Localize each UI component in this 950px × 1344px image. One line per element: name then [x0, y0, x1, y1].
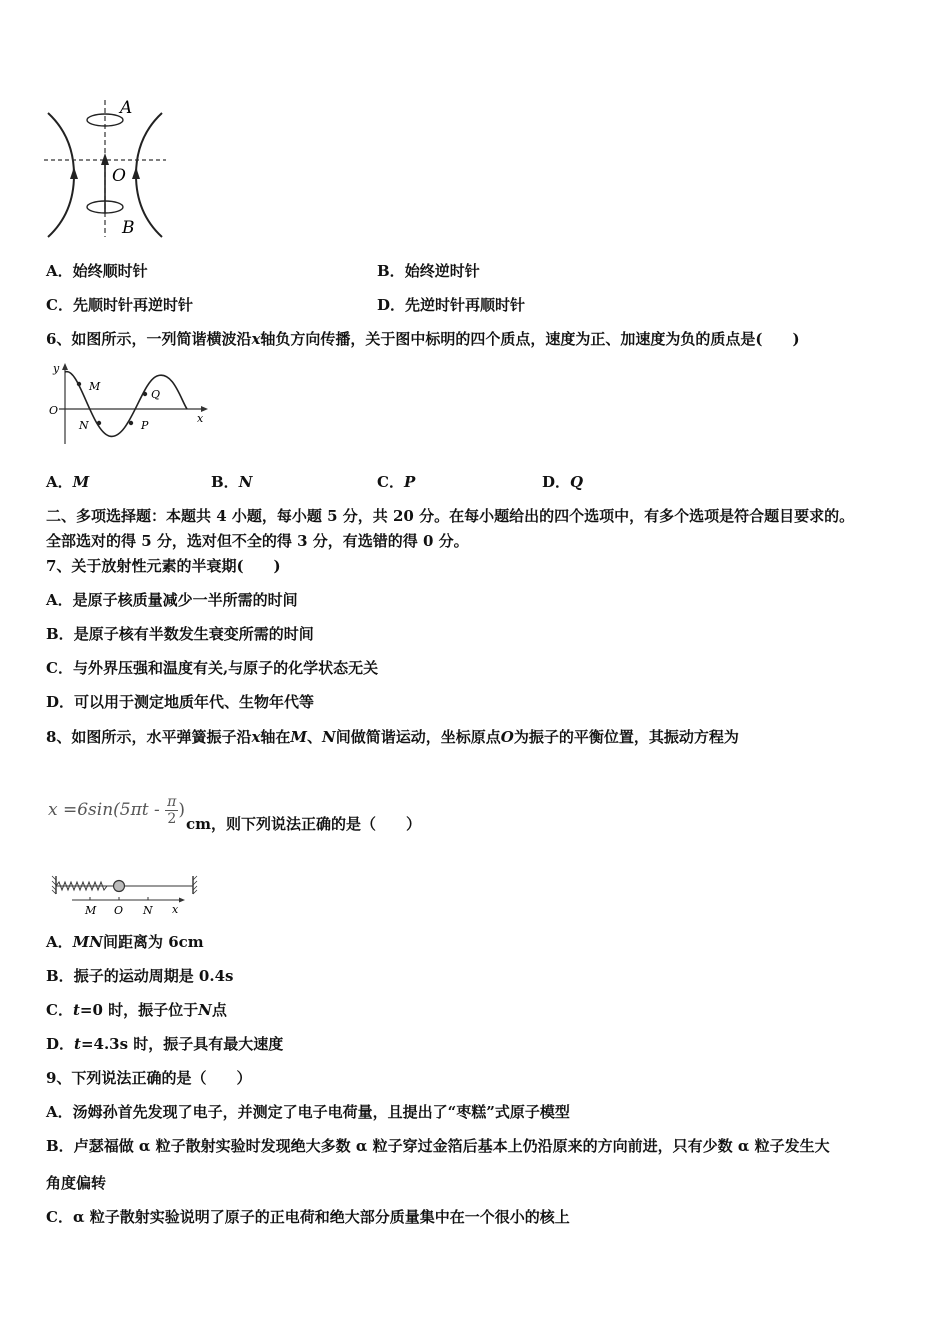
q6-option-b[interactable]: B．N — [211, 473, 253, 491]
label-p: P — [141, 419, 149, 432]
q8-stem: 8、如图所示，水平弹簧振子沿x轴在M、N间做简谐运动，坐标原点O为振子的平衡位置，其振动方程为 — [46, 728, 739, 746]
q8-option-b[interactable]: B．振子的运动周期是 0.4s — [46, 967, 234, 985]
center-arrowhead — [101, 153, 109, 165]
left-arrowhead — [70, 167, 78, 179]
q9-option-a[interactable]: A．汤姆孙首先发现了电子，并测定了电子电荷量，且提出了“枣糕”式原子模型 — [46, 1103, 570, 1121]
q9-option-b[interactable]: B．卢瑟福做 α 粒子散射实验时发现绝大多数 α 粒子穿过金箔后基本上仍沿原来的方向前进，只有少数 α 粒子发生大 — [46, 1137, 830, 1155]
right-arrowhead — [132, 167, 140, 179]
label-origin: O — [49, 404, 59, 417]
section2-line1: 二、多项选择题：本题共 4 小题，每小题 5 分，共 20 分。在每小题给出的四个选项中，有多个选项是符合题目要求的。 — [46, 507, 855, 525]
q6-option-c[interactable]: C．P — [377, 473, 416, 491]
label-q: Q — [151, 388, 161, 401]
q6-option-a[interactable]: A．M — [46, 473, 90, 491]
q8-equation: x =6sin(5πt - $\frac{\pi}{2}$ ) — [48, 794, 186, 827]
oscillator-ball — [114, 881, 125, 892]
q7-option-a[interactable]: A．是原子核质量减少一半所需的时间 — [46, 591, 298, 609]
section2-line2: 全部选对的得 5 分，选对但不全的得 3 分，有选错的得 0 分。 — [46, 532, 469, 550]
coordinate-arrow — [179, 898, 185, 903]
q9-stem: 9、下列说法正确的是（ ） — [46, 1069, 252, 1087]
left-magnet-arc — [48, 113, 74, 237]
q8-option-d[interactable]: D．t=4.3s 时，振子具有最大速度 — [46, 1035, 284, 1053]
point-p — [129, 421, 133, 425]
label-a: A — [120, 98, 133, 118]
point-n — [97, 421, 101, 425]
label-m: M — [85, 904, 97, 917]
point-m — [77, 382, 81, 386]
spring-oscillator-figure — [50, 872, 200, 918]
label-n: N — [143, 904, 153, 917]
q8-stem-tail: cm，则下列说法正确的是（ ） — [186, 815, 422, 833]
q5-option-d[interactable]: D．先逆时针再顺时针 — [377, 296, 526, 314]
q7-option-d[interactable]: D．可以用于测定地质年代、生物年代等 — [46, 693, 315, 711]
magnet-ring-figure — [40, 95, 170, 240]
q7-option-b[interactable]: B．是原子核有半数发生衰变所需的时间 — [46, 625, 314, 643]
spring — [56, 882, 107, 890]
q9-option-c[interactable]: C．α 粒子散射实验说明了原子的正电荷和绝大部分质量集中在一个很小的核上 — [46, 1208, 570, 1226]
right-magnet-arc — [136, 113, 162, 237]
q7-option-c[interactable]: C．与外界压强和温度有关,与原子的化学状态无关 — [46, 659, 379, 677]
label-x: x — [172, 903, 179, 916]
label-b: B — [122, 218, 135, 238]
q5-option-c[interactable]: C．先顺时针再逆时针 — [46, 296, 193, 314]
y-axis-arrow — [62, 363, 68, 370]
label-n: N — [79, 419, 89, 432]
label-o: O — [112, 166, 126, 186]
q5-option-b[interactable]: B．始终逆时针 — [377, 262, 480, 280]
q6-option-d[interactable]: D．Q — [542, 473, 584, 491]
q7-stem: 7、关于放射性元素的半衰期( ) — [46, 557, 281, 575]
q6-stem: 6、如图所示，一列简谐横波沿x轴负方向传播，关于图中标明的四个质点，速度为正、加速度为负的质点是( ) — [46, 330, 800, 348]
label-x: x — [197, 412, 204, 425]
q9-option-b-continued: 角度偏转 — [46, 1174, 107, 1192]
q5-option-a[interactable]: A．始终顺时针 — [46, 262, 148, 280]
q8-option-c[interactable]: C．t=0 时，振子位于N点 — [46, 1001, 227, 1019]
q8-option-a[interactable]: A．MN间距离为 6cm — [46, 933, 204, 951]
wave-figure — [45, 360, 215, 450]
label-m: M — [89, 380, 101, 393]
label-y: y — [53, 362, 60, 375]
label-o: O — [114, 904, 124, 917]
equation-fraction: $\frac{\pi}{2}$ — [167, 794, 177, 827]
point-q — [143, 392, 147, 396]
